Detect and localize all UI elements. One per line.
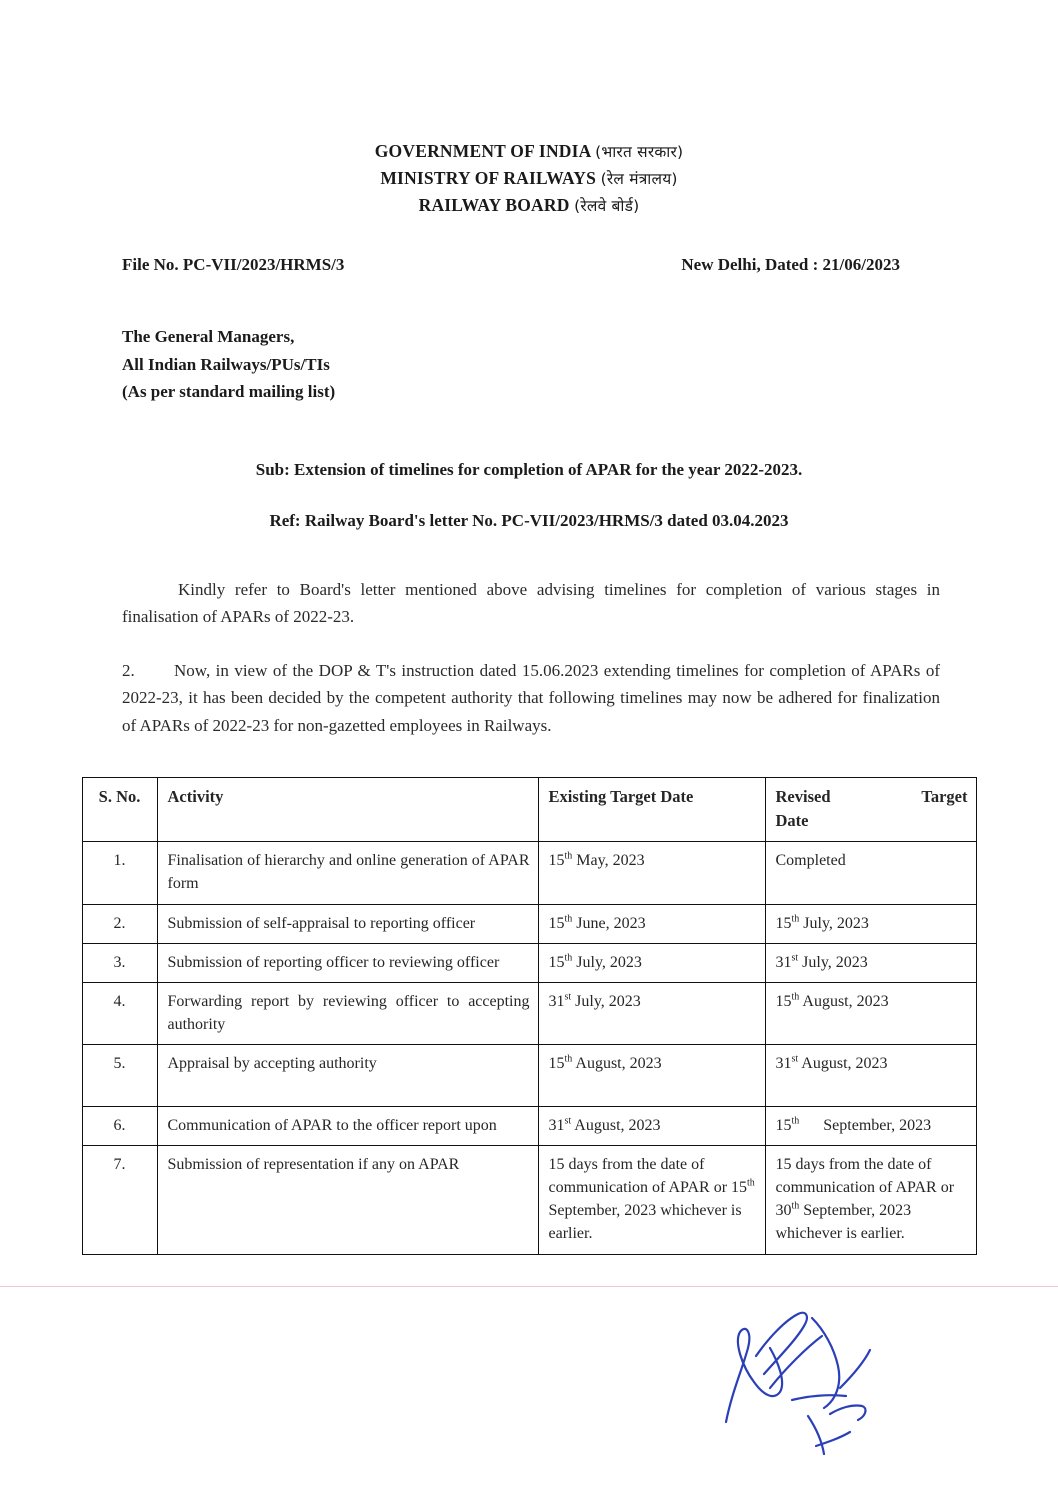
date-number: 15 <box>775 993 792 1010</box>
table-row <box>82 1145 976 1254</box>
date-ordinal: th <box>791 913 800 925</box>
cell-serial: 1. <box>82 842 157 904</box>
date-rest: August, 2023 <box>798 1055 888 1073</box>
page-margin-line <box>0 1286 1058 1287</box>
table-row <box>82 1045 976 1106</box>
date-ordinal: th <box>747 1177 755 1189</box>
table-row <box>82 904 976 943</box>
cell-revised-date <box>765 1145 976 1254</box>
letterhead-line-board <box>0 192 1058 219</box>
subject-row <box>0 456 1058 485</box>
date-rest: May, 2023 <box>572 852 645 870</box>
cell-revised-date <box>765 842 976 904</box>
cell-revised-date <box>765 943 976 982</box>
table-row <box>82 943 976 982</box>
date-text-before: 15 days from the date of communication of APAR or 30 <box>775 1155 955 1220</box>
column-header-activity: Activity <box>157 778 538 842</box>
place-and-date: New Delhi, Dated : 21/06/2023 <box>681 255 900 275</box>
date-ordinal: st <box>564 991 572 1003</box>
table-row <box>82 983 976 1045</box>
subject-block <box>0 456 1058 536</box>
cell-existing-date <box>538 1106 765 1145</box>
date-rest: July, 2023 <box>572 953 642 971</box>
subject-label: Sub: <box>255 459 290 479</box>
letterhead-line1-en: GOVERNMENT OF INDIA <box>374 141 591 161</box>
reference-label: Ref: <box>269 510 301 530</box>
date-number: 15 <box>548 953 565 971</box>
column-header-serial: S. No. <box>82 778 157 842</box>
cell-activity: Forwarding report by reviewing officer to accepting authority <box>157 983 538 1045</box>
date-rest: July, 2023 <box>799 914 869 932</box>
letterhead-line-government <box>0 138 1058 165</box>
cell-revised-date <box>765 983 976 1045</box>
addressee-block <box>0 323 1058 406</box>
cell-activity: Communication of APAR to the officer report upon <box>157 1106 538 1145</box>
cell-existing-date <box>538 1045 765 1106</box>
date-number: 15 <box>548 852 565 870</box>
letterhead-line2-en: MINISTRY OF RAILWAYS <box>380 168 597 189</box>
paragraph-1: Kindly refer to Board's letter mentioned above advising timelines for completion of various stages in finalisation of APARs of 2022-23. <box>122 579 940 627</box>
column-header-revised-word-1: Revised <box>775 787 831 807</box>
cell-activity: Submission of self-appraisal to reporting officer <box>157 904 538 943</box>
date-ordinal: th <box>791 1115 800 1127</box>
subject-text: Extension of timelines for completion of APAR for the year 2022-2023. <box>294 459 803 479</box>
column-header-revised-target-date <box>765 778 976 842</box>
date-ordinal: st <box>791 952 799 964</box>
cell-existing-date <box>538 904 765 943</box>
table-row <box>82 1106 976 1145</box>
file-number: File No. PC-VII/2023/HRMS/3 <box>122 255 345 275</box>
paragraph-2-number: 2. <box>122 660 135 680</box>
date-number: 15 <box>548 914 565 932</box>
cell-serial: 7. <box>82 1145 157 1254</box>
date-ordinal: th <box>564 850 573 862</box>
table-row <box>82 842 976 904</box>
date-ordinal: th <box>564 952 573 964</box>
date-ordinal: th <box>791 1200 800 1212</box>
signature-icon <box>712 1296 902 1466</box>
date-ordinal: th <box>791 991 800 1003</box>
letterhead-line-ministry <box>0 165 1058 192</box>
date-ordinal: st <box>791 1054 799 1066</box>
cell-revised-date <box>765 1045 976 1106</box>
reference-row <box>0 507 1058 536</box>
date-rest: Completed <box>775 852 846 870</box>
letterhead-line1-hi: (भारत सरकार) <box>595 143 684 161</box>
cell-serial: 4. <box>82 983 157 1045</box>
cell-activity: Submission of reporting officer to reviewing officer <box>157 943 538 982</box>
date-number: 31 <box>548 993 565 1010</box>
date-number: 15 <box>548 1055 565 1073</box>
date-number: 31 <box>775 1055 792 1073</box>
date-rest: July, 2023 <box>571 993 641 1010</box>
addressee-line-1: The General Managers, <box>122 327 295 347</box>
paragraph-2 <box>0 657 1058 740</box>
letterhead-line3-hi: (रेलवे बोर्ड) <box>574 197 640 216</box>
cell-revised-date <box>765 904 976 943</box>
cell-revised-date <box>765 1106 976 1145</box>
date-rest: August, 2023 <box>572 1055 662 1073</box>
cell-serial: 2. <box>82 904 157 943</box>
date-ordinal: th <box>564 913 573 925</box>
date-ordinal: st <box>564 1115 572 1127</box>
column-header-revised-word-3: Date <box>775 811 809 831</box>
date-number: 15 <box>775 914 792 932</box>
date-rest: August, 2023 <box>799 993 889 1010</box>
letterhead-line3-en: RAILWAY BOARD <box>418 195 570 216</box>
file-and-date-row <box>0 255 1058 275</box>
table-header-row <box>82 778 976 842</box>
addressee-line-2: All Indian Railways/PUs/TIs <box>122 354 330 374</box>
date-text-after: September, 2023 whichever is earlier. <box>775 1202 912 1243</box>
cell-serial: 6. <box>82 1106 157 1145</box>
date-text-before: 15 days from the date of communication of APAR or 15 <box>548 1155 748 1196</box>
addressee-line-3: (As per standard mailing list) <box>122 382 336 402</box>
cell-serial: 3. <box>82 943 157 982</box>
cell-activity: Submission of representation if any on APAR <box>157 1145 538 1254</box>
letterhead <box>0 138 1058 219</box>
paragraph-2-text: Now, in view of the DOP & T's instruction dated 15.06.2023 extending timelines for completion of APARs of 2022-23, it has been decided by the competent authority that following timelines may now be adhered for finalization of APARs of 2022-23 for non-gazetted employees in Railways. <box>122 660 940 735</box>
cell-existing-date <box>538 1145 765 1254</box>
cell-existing-date <box>538 842 765 904</box>
date-number: 31 <box>548 1116 565 1134</box>
date-rest: July, 2023 <box>798 953 868 971</box>
cell-serial: 5. <box>82 1045 157 1106</box>
cell-existing-date <box>538 943 765 982</box>
date-text-after: September, 2023 whichever is earlier. <box>548 1202 742 1243</box>
date-number: 31 <box>775 953 792 971</box>
letterhead-line2-hi: (रेल मंत्रालय) <box>600 170 678 189</box>
date-ordinal: th <box>564 1054 573 1066</box>
timelines-table <box>82 777 977 1254</box>
reference-text: Railway Board's letter No. PC-VII/2023/HRMS/3 dated 03.04.2023 <box>304 510 789 530</box>
cell-activity: Appraisal by accepting authority <box>157 1045 538 1106</box>
date-rest: September, 2023 <box>799 1116 932 1134</box>
cell-activity: Finalisation of hierarchy and online generation of APAR form <box>157 842 538 904</box>
date-rest: June, 2023 <box>572 914 646 932</box>
cell-existing-date <box>538 983 765 1045</box>
column-header-existing-target-date: Existing Target Date <box>538 778 765 842</box>
date-number: 15 <box>775 1116 792 1134</box>
date-rest: August, 2023 <box>571 1116 661 1134</box>
column-header-revised-word-2: Target <box>921 787 968 807</box>
